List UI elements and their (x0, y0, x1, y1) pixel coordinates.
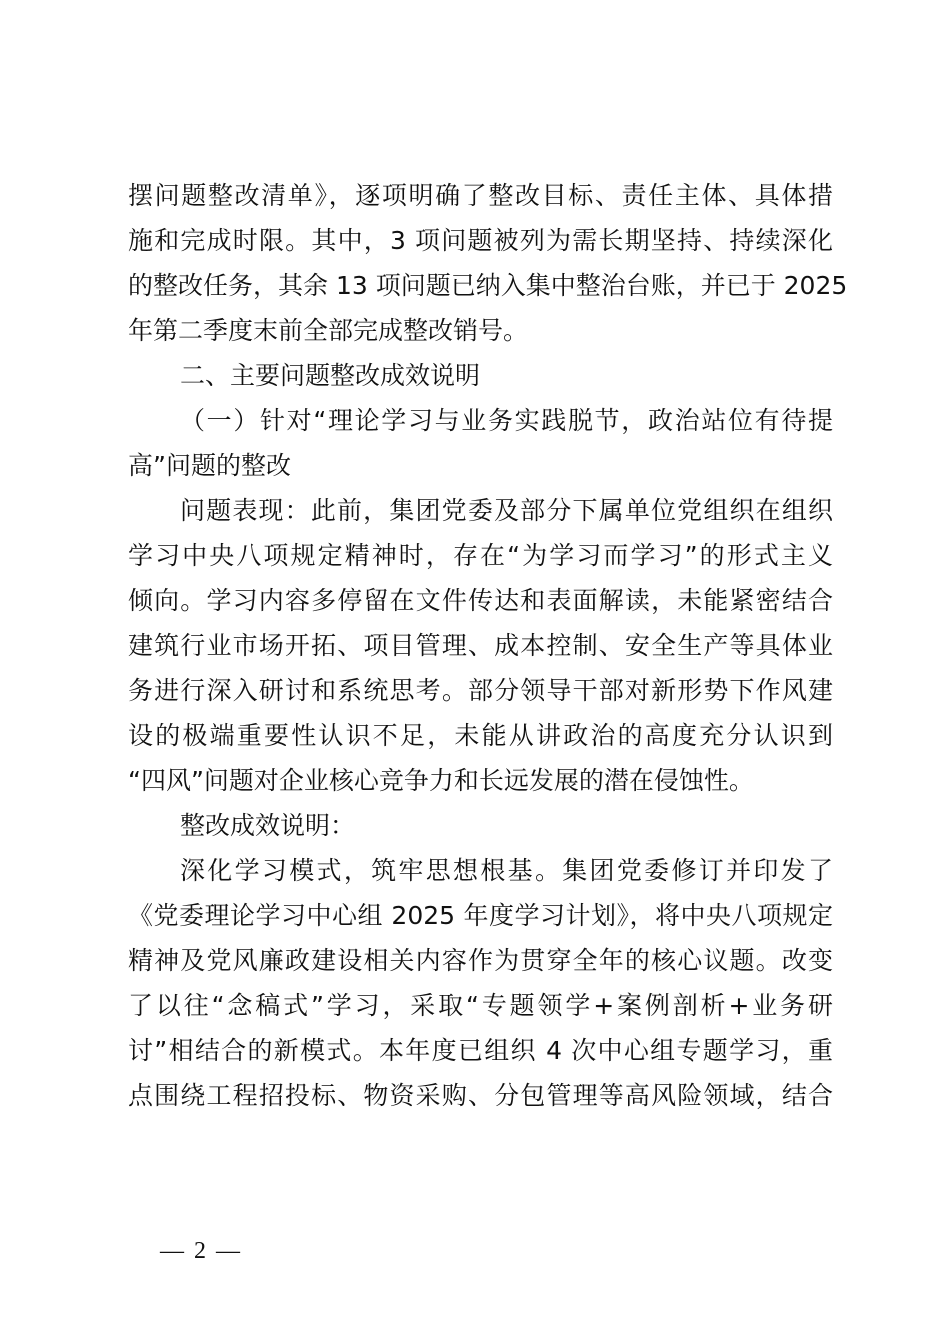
document-body (128, 173, 848, 1118)
text-line: 了以往“念稿式”学习，采取“专题领学+案例剖析+业务研 (128, 991, 833, 1020)
page-number: — 2 — (160, 1238, 242, 1264)
paragraph (128, 803, 833, 848)
text-line: 二、主要问题整改成效说明 (180, 361, 481, 390)
text-line: 倾向。学习内容多停留在文件传达和表面解读，未能紧密结合 (128, 586, 833, 615)
text-line: 整改成效说明： (180, 811, 356, 840)
text-line: 高”问题的整改 (128, 451, 291, 480)
text-line: 务进行深入研讨和系统思考。部分领导干部对新形势下作风建 (128, 676, 833, 705)
paragraph (128, 848, 833, 1118)
text-line: 的整改任务，其余 13 项问题已纳入集中整治台账，并已于 2025 (128, 271, 848, 300)
text-line: （一）针对“理论学习与业务实践脱节，政治站位有待提 (180, 406, 833, 435)
paragraph (128, 398, 833, 488)
text-line: 设的极端重要性认识不足，未能从讲政治的高度充分认识到 (128, 721, 833, 750)
text-line: 点围绕工程招投标、物资采购、分包管理等高风险领域，结合 (128, 1081, 833, 1110)
text-line: 精神及党风廉政建设相关内容作为贯穿全年的核心议题。改变 (128, 946, 833, 975)
paragraph (128, 488, 833, 803)
text-line: 深化学习模式，筑牢思想根基。集团党委修订并印发了 (180, 856, 833, 885)
text-line: 建筑行业市场开拓、项目管理、成本控制、安全生产等具体业 (128, 631, 833, 660)
text-line: 问题表现：此前，集团党委及部分下属单位党组织在组织 (180, 496, 833, 525)
paragraph (128, 353, 833, 398)
text-line: 年第二季度末前全部完成整改销号。 (128, 316, 529, 345)
text-line: 摆问题整改清单》，逐项明确了整改目标、责任主体、具体措 (128, 181, 833, 210)
text-line: 《党委理论学习中心组 2025 年度学习计划》，将中央八项规定 (128, 901, 833, 930)
text-line: 施和完成时限。其中，3 项问题被列为需长期坚持、持续深化 (128, 226, 833, 255)
paragraph (128, 173, 848, 353)
text-line: “四风”问题对企业核心竞争力和长远发展的潜在侵蚀性。 (128, 766, 754, 795)
text-line: 学习中央八项规定精神时，存在“为学习而学习”的形式主义 (128, 541, 833, 570)
text-line: 讨”相结合的新模式。本年度已组织 4 次中心组专题学习，重 (128, 1036, 833, 1065)
